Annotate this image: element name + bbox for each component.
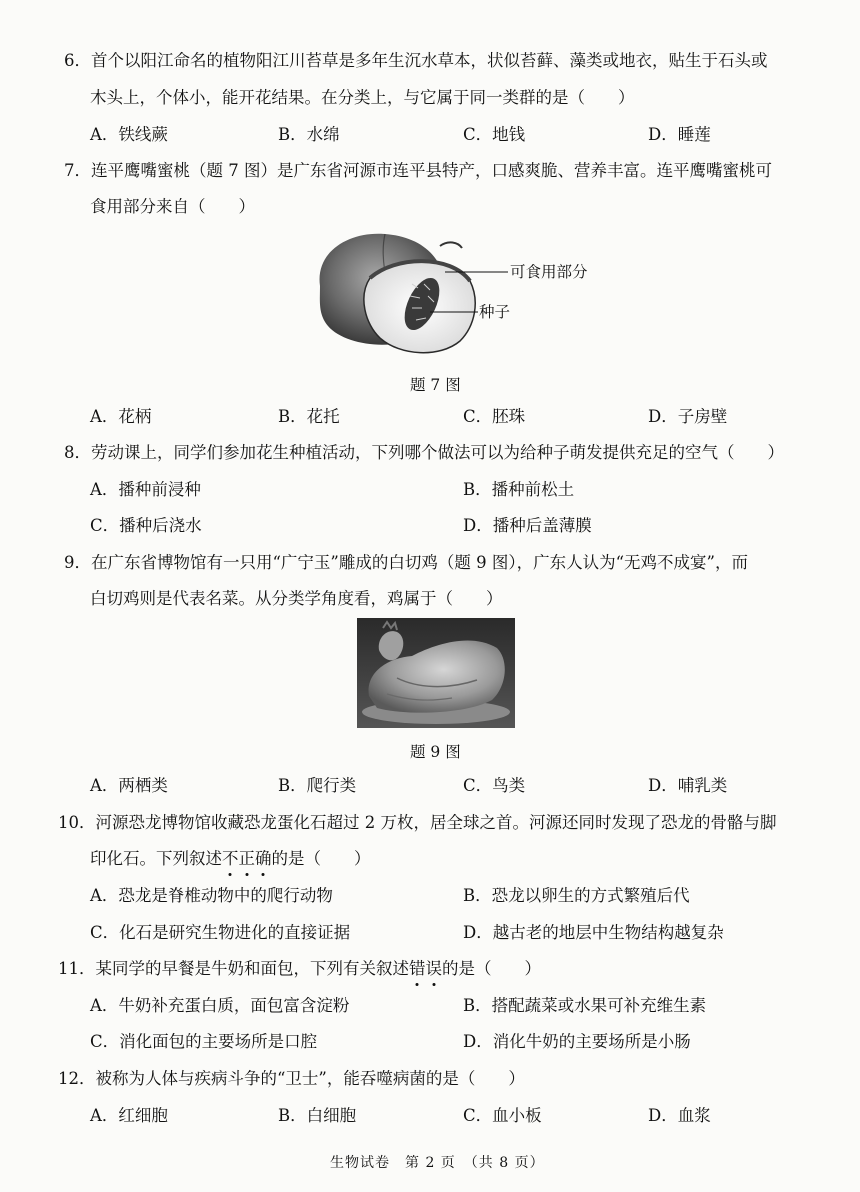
q9-option-b: B．爬行类	[278, 776, 357, 795]
q7-option-a: A．花柄	[90, 407, 152, 426]
q10-option-d: D．越古老的地层中生物结构越复杂	[463, 923, 724, 942]
q10-option-c: C．化石是研究生物进化的直接证据	[90, 923, 351, 942]
label-seed: 种子	[479, 303, 511, 321]
q6-option-b: B．水绵	[278, 125, 340, 144]
q10-option-b: B．恐龙以卵生的方式繁殖后代	[463, 886, 690, 905]
peach-figure	[300, 226, 590, 361]
q10-emphasis-char: 正	[238, 849, 255, 868]
question-12-line-1: 12．被称为人体与疾病斗争的“卫士”，能吞噬病菌的是（ ）	[58, 1069, 525, 1088]
figure-9-caption: 题 9 图	[410, 743, 461, 761]
question-11-line-1	[58, 958, 541, 980]
q11-option-c: C．消化面包的主要场所是口腔	[90, 1032, 318, 1051]
q7-option-c: C．胚珠	[463, 407, 526, 426]
q11-option-b: B．搭配蔬菜或水果可补充维生素	[463, 996, 707, 1015]
q8-option-a: A．播种前浸种	[90, 480, 201, 499]
q12-option-b: B．白细胞	[278, 1106, 357, 1125]
q10-option-a: A．恐龙是脊椎动物中的爬行动物	[90, 886, 333, 905]
question-9-line-1: 9．在广东省博物馆有一只用“广宁玉”雕成的白切鸡（题 9 图），广东人认为“无鸡不成宴”，而	[64, 553, 748, 572]
question-7-line-1: 7．连平鹰嘴蜜桃（题 7 图）是广东省河源市连平县特产，口感爽脆、营养丰富。连平鹰嘴蜜桃可	[64, 161, 772, 180]
q7-option-d: D．子房壁	[648, 407, 728, 426]
q8-option-c: C．播种后浇水	[90, 516, 202, 535]
q8-option-d: D．播种后盖薄膜	[463, 516, 592, 535]
q9-option-a: A．两栖类	[90, 776, 168, 795]
q10-text-pre: 印化石。下列叙述	[90, 849, 222, 868]
q6-option-a: A．铁线蕨	[90, 125, 168, 144]
q9-option-d: D．哺乳类	[648, 776, 728, 795]
q7-option-b: B．花托	[278, 407, 340, 426]
q12-option-a: A．红细胞	[90, 1106, 168, 1125]
q6-option-c: C．地钱	[463, 125, 526, 144]
jade-chicken-figure	[357, 618, 515, 728]
q8-option-b: B．播种前松土	[463, 480, 575, 499]
question-6-line-1: 6．首个以阳江命名的植物阳江川苔草是多年生沉水草本，状似苔藓、藻类或地衣，贴生于石头或	[64, 51, 768, 70]
q10-text-post: 的是（ ）	[271, 849, 371, 868]
q11-text-pre: 11．某同学的早餐是牛奶和面包，下列有关叙述	[58, 959, 409, 978]
q12-option-d: D．血浆	[648, 1106, 711, 1125]
question-10-line-1: 10．河源恐龙博物馆收藏恐龙蛋化石超过 2 万枚，居全球之首。河源还同时发现了恐龙的骨骼与脚	[58, 813, 777, 832]
question-7-line-2: 食用部分来自（ ）	[90, 197, 255, 216]
page-footer: 生物试卷 第 2 页 （共 8 页）	[330, 1155, 545, 1171]
question-10-line-2	[90, 848, 371, 870]
q10-emphasis-char: 确	[255, 849, 272, 868]
q11-text-post: 的是（ ）	[442, 959, 541, 978]
question-6-line-2: 木头上，个体小，能开花结果。在分类上，与它属于同一类群的是（ ）	[90, 88, 635, 107]
q12-option-c: C．血小板	[463, 1106, 542, 1125]
figure-7-caption: 题 7 图	[410, 376, 461, 394]
q11-option-a: A．牛奶补充蛋白质，面包富含淀粉	[90, 996, 350, 1015]
q9-option-c: C．鸟类	[463, 776, 526, 795]
question-8-line-1: 8．劳动课上，同学们参加花生种植活动，下列哪个做法可以为给种子萌发提供充足的空气（ ）	[64, 443, 784, 462]
q6-option-d: D．睡莲	[648, 125, 711, 144]
q10-emphasis-char: 不	[222, 849, 239, 868]
q11-option-d: D．消化牛奶的主要场所是小肠	[463, 1032, 691, 1051]
question-9-line-2: 白切鸡则是代表名菜。从分类学角度看，鸡属于（ ）	[90, 589, 503, 608]
q11-emphasis-char: 误	[425, 959, 442, 978]
peach-half-icon	[364, 261, 475, 353]
label-edible-part: 可食用部分	[510, 263, 588, 281]
q11-emphasis-char: 错	[409, 959, 426, 978]
